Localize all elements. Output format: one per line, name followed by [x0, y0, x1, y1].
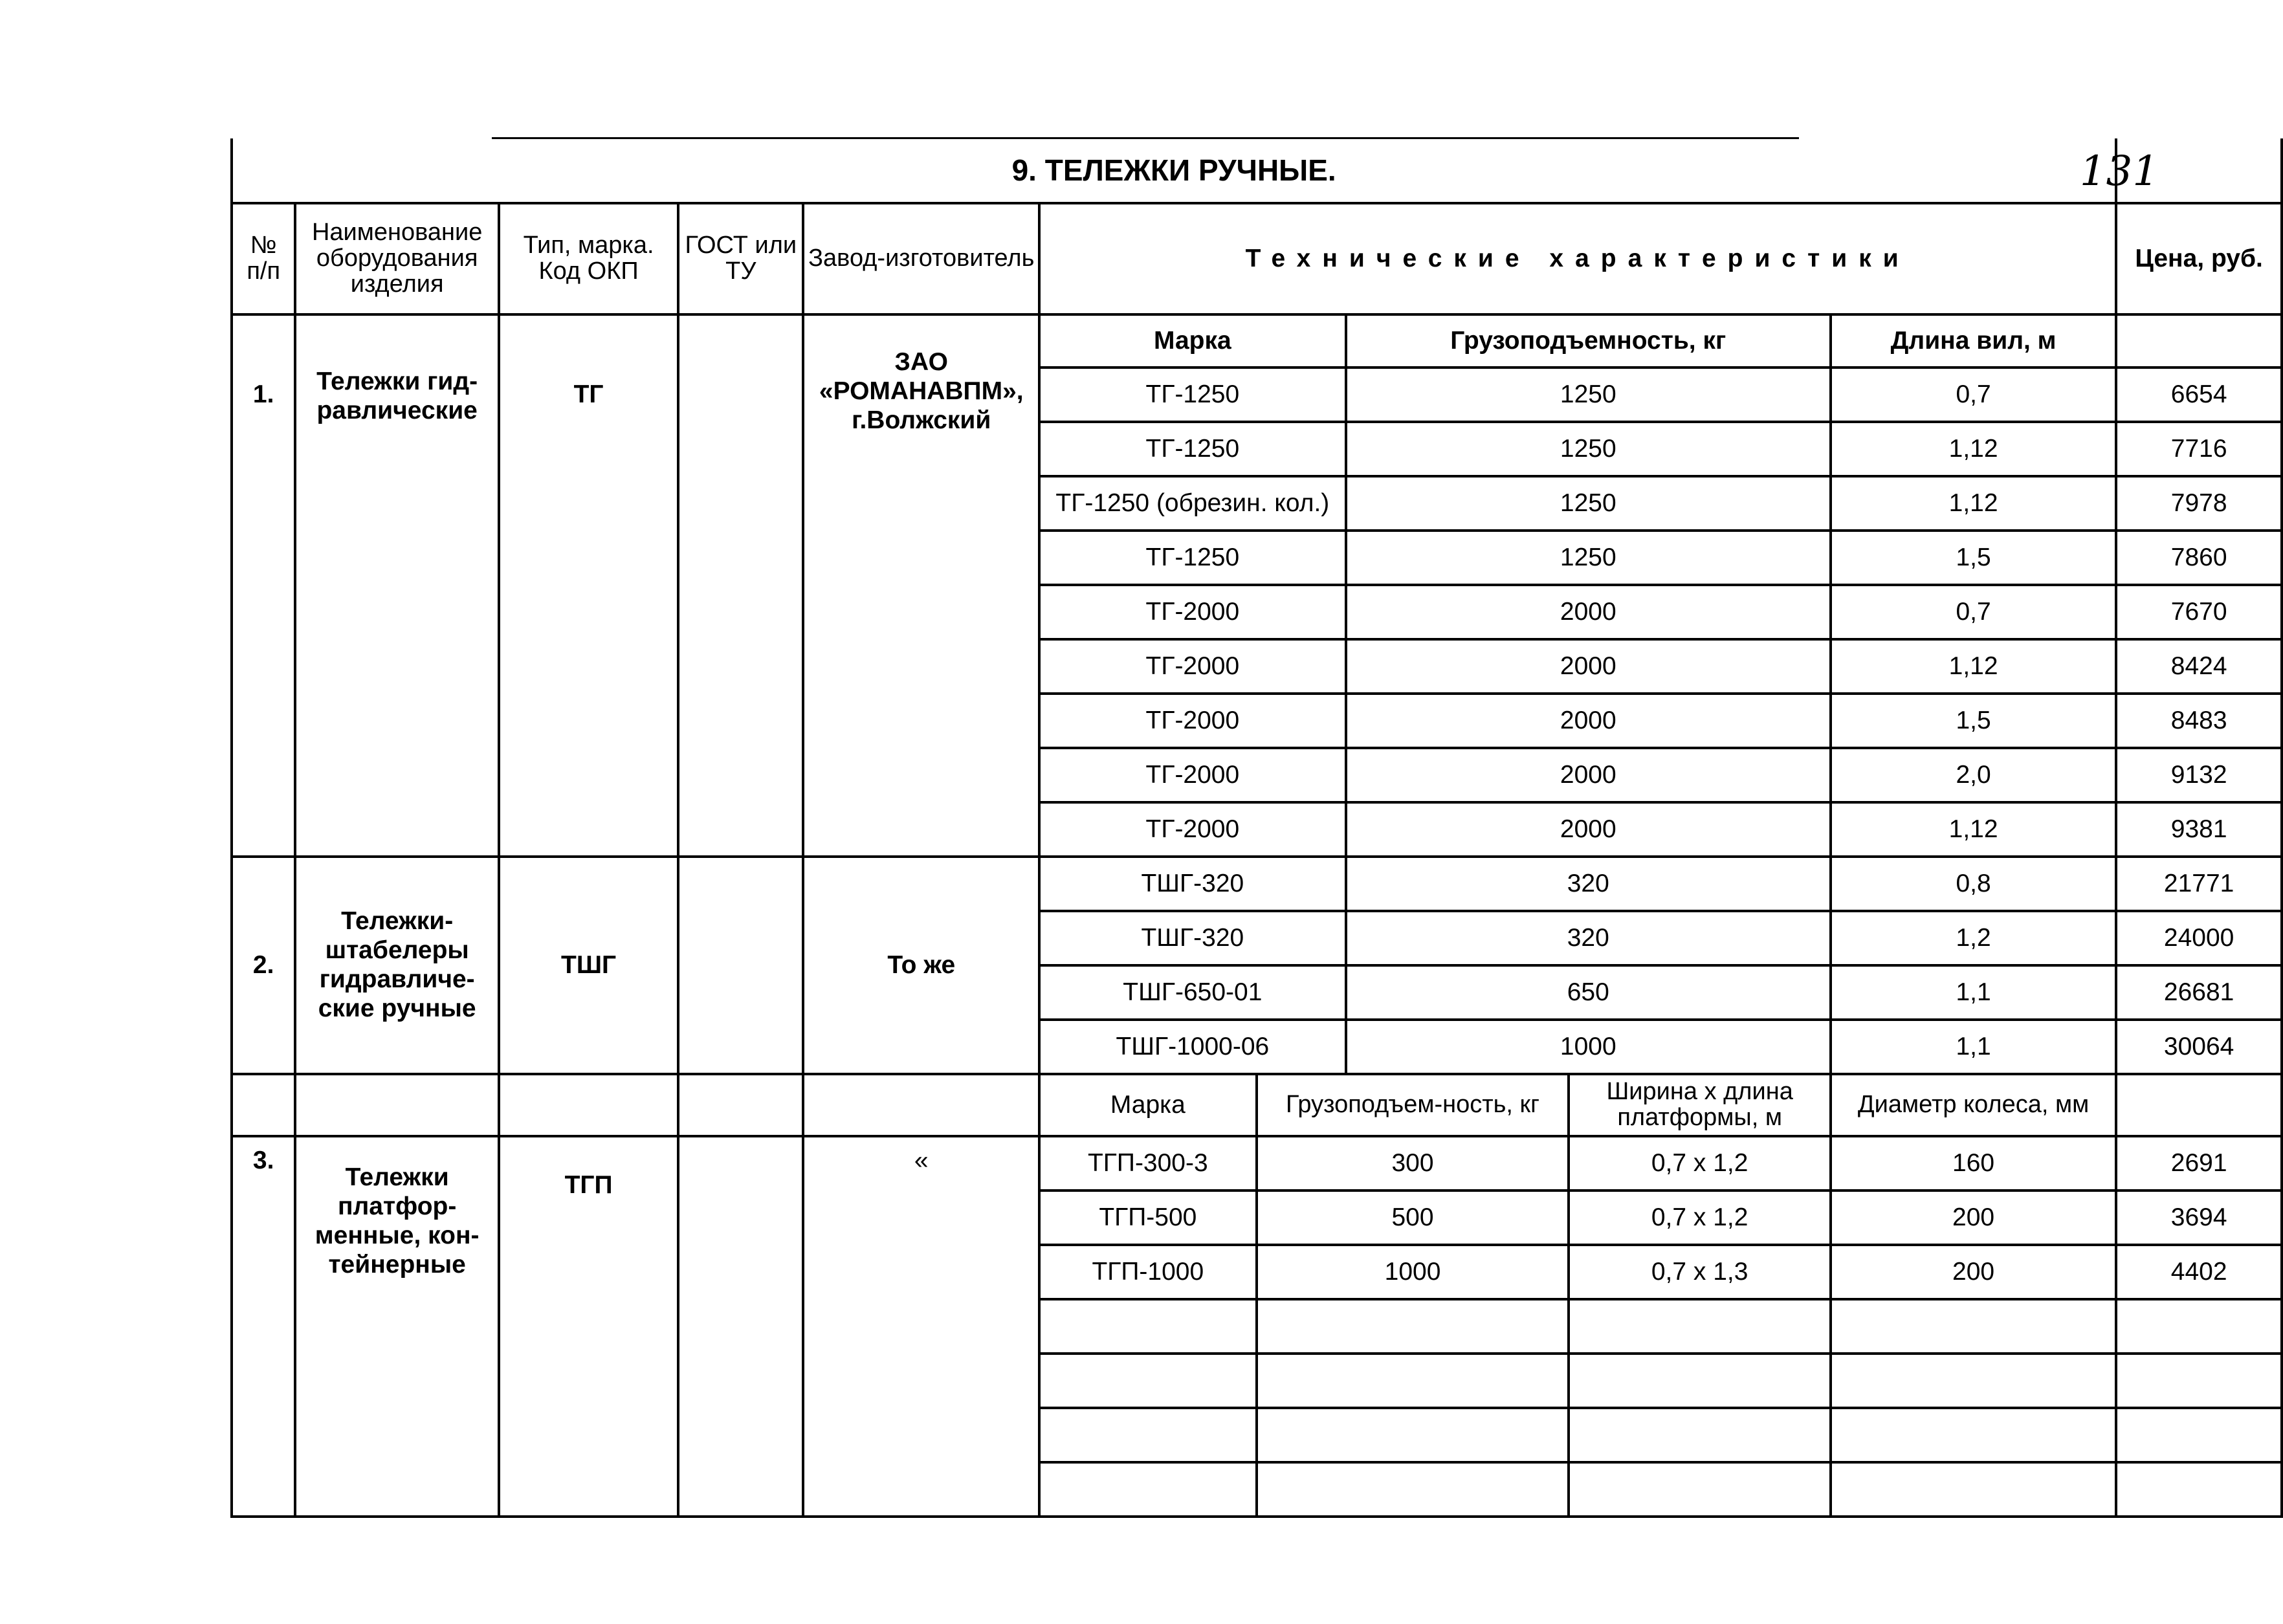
section-title: 9. ТЕЛЕЖКИ РУЧНЫЕ. [232, 138, 2116, 203]
group-num: 1. [232, 314, 295, 857]
blank-cell [499, 1074, 678, 1136]
capacity-cell: 1000 [1257, 1245, 1569, 1299]
capacity-cell [1257, 1299, 1569, 1354]
price-cell: 30064 [2116, 1020, 2282, 1074]
fork-length-cell: 1,2 [1831, 911, 2116, 965]
wheel-diameter-cell: 200 [1831, 1191, 2116, 1245]
fork-length-cell: 1,5 [1831, 694, 2116, 748]
header-gost: ГОСТ или ТУ [678, 203, 803, 314]
mark-cell: ТГП-500 [1039, 1191, 1257, 1245]
fork-length-cell: 1,5 [1831, 531, 2116, 585]
price-cell: 8483 [2116, 694, 2282, 748]
blank-cell [232, 1074, 295, 1136]
wheel-diameter-cell [1831, 1462, 2116, 1517]
fork-length-cell: 1,1 [1831, 1020, 2116, 1074]
wheel-diameter-cell [1831, 1299, 2116, 1354]
mark-cell [1039, 1354, 1257, 1408]
fork-length-cell: 0,7 [1831, 368, 2116, 422]
capacity-cell: 2000 [1346, 694, 1831, 748]
price-cell: 21771 [2116, 857, 2282, 911]
capacity-cell: 1250 [1346, 531, 1831, 585]
price-cell: 7670 [2116, 585, 2282, 639]
price-cell: 9381 [2116, 802, 2282, 857]
blank-cell [678, 1074, 803, 1136]
group-num: 3. [232, 1136, 295, 1517]
group-maker: « [803, 1136, 1039, 1517]
sub-header-wheel: Диаметр колеса, мм [1831, 1074, 2116, 1136]
price-cell: 24000 [2116, 911, 2282, 965]
price-cell: 7978 [2116, 476, 2282, 531]
platform-cell [1569, 1354, 1830, 1408]
capacity-cell [1257, 1462, 1569, 1517]
capacity-cell: 2000 [1346, 639, 1831, 694]
fork-length-cell: 1,12 [1831, 802, 2116, 857]
header-tech: Технические характеристики [1039, 203, 2116, 314]
price-cell: 8424 [2116, 639, 2282, 694]
fork-length-cell: 1,12 [1831, 422, 2116, 476]
wheel-diameter-cell: 200 [1831, 1245, 2116, 1299]
table-row [232, 1074, 2282, 1136]
platform-cell: 0,7 х 1,2 [1569, 1191, 1830, 1245]
sub-header-mark: Марка [1039, 1074, 1257, 1136]
price-cell: 7860 [2116, 531, 2282, 585]
fork-length-cell: 0,8 [1831, 857, 2116, 911]
capacity-cell: 1250 [1346, 422, 1831, 476]
capacity-cell: 1000 [1346, 1020, 1831, 1074]
group-name: Тележки платфор-менные, кон-тейнерные [295, 1136, 499, 1517]
fork-length-cell: 0,7 [1831, 585, 2116, 639]
header-maker: Завод-изготовитель [803, 203, 1039, 314]
capacity-cell: 1250 [1346, 476, 1831, 531]
mark-cell [1039, 1462, 1257, 1517]
capacity-cell: 300 [1257, 1136, 1569, 1191]
price-cell [2116, 1354, 2282, 1408]
fork-length-cell: 1,12 [1831, 476, 2116, 531]
mark-cell: ТГ-2000 [1039, 694, 1346, 748]
capacity-cell: 500 [1257, 1191, 1569, 1245]
platform-cell: 0,7 х 1,2 [1569, 1136, 1830, 1191]
table-row [232, 1136, 2282, 1191]
header-price: Цена, руб. [2116, 203, 2282, 314]
sub-header-fork-length: Длина вил, м [1831, 314, 2116, 368]
mark-cell: ТШГ-320 [1039, 911, 1346, 965]
sub-header-platform: Ширина х длина платформы, м [1569, 1074, 1830, 1136]
blank-cell [295, 1074, 499, 1136]
group-name: Тележки-штабелеры гидравличе-ские ручные [295, 857, 499, 1074]
sub-header-capacity: Грузоподъем-ность, кг [1257, 1074, 1569, 1136]
price-cell: 6654 [2116, 368, 2282, 422]
capacity-cell: 320 [1346, 857, 1831, 911]
capacity-cell: 2000 [1346, 802, 1831, 857]
mark-cell: ТШГ-650-01 [1039, 965, 1346, 1020]
mark-cell: ТШГ-320 [1039, 857, 1346, 911]
price-cell: 26681 [2116, 965, 2282, 1020]
header-type: Тип, марка. Код ОКП [499, 203, 678, 314]
price-cell: 4402 [2116, 1245, 2282, 1299]
mark-cell [1039, 1408, 1257, 1462]
mark-cell: ТШГ-1000-06 [1039, 1020, 1346, 1074]
capacity-cell: 650 [1346, 965, 1831, 1020]
table-row [232, 314, 2282, 368]
group-gost [678, 314, 803, 857]
group-type: ТГ [499, 314, 678, 857]
platform-cell [1569, 1299, 1830, 1354]
table-row [232, 857, 2282, 911]
wheel-diameter-cell: 160 [1831, 1136, 2116, 1191]
mark-cell: ТГ-1250 [1039, 531, 1346, 585]
wheel-diameter-cell [1831, 1408, 2116, 1462]
group-gost [678, 1136, 803, 1517]
mark-cell: ТГ-1250 [1039, 422, 1346, 476]
price-cell: 2691 [2116, 1136, 2282, 1191]
sub-header-mark: Марка [1039, 314, 1346, 368]
page-number: 131 [2079, 148, 2159, 195]
price-cell: 3694 [2116, 1191, 2282, 1245]
platform-cell [1569, 1462, 1830, 1517]
platform-cell [1569, 1408, 1830, 1462]
mark-cell: ТГ-2000 [1039, 802, 1346, 857]
group-maker: ЗАО «РОМАНАВПМ», г.Волжский [803, 314, 1039, 857]
mark-cell [1039, 1299, 1257, 1354]
page-number-cell [2116, 138, 2282, 203]
blank-cell [803, 1074, 1039, 1136]
capacity-cell [1257, 1408, 1569, 1462]
wheel-diameter-cell [1831, 1354, 2116, 1408]
mark-cell: ТГ-2000 [1039, 639, 1346, 694]
capacity-cell: 2000 [1346, 748, 1831, 802]
sub-header-price [2116, 1074, 2282, 1136]
fork-length-cell: 1,12 [1831, 639, 2116, 694]
sub-header-capacity: Грузоподъемность, кг [1346, 314, 1831, 368]
mark-cell: ТГ-2000 [1039, 748, 1346, 802]
platform-cell: 0,7 х 1,3 [1569, 1245, 1830, 1299]
header-num: № п/п [232, 203, 295, 314]
mark-cell: ТГ-1250 [1039, 368, 1346, 422]
mark-cell: ТГП-300-3 [1039, 1136, 1257, 1191]
mark-cell: ТГ-1250 (обрезин. кол.) [1039, 476, 1346, 531]
price-cell: 7716 [2116, 422, 2282, 476]
group-num: 2. [232, 857, 295, 1074]
capacity-cell: 1250 [1346, 368, 1831, 422]
fork-length-cell: 1,1 [1831, 965, 2116, 1020]
group-type: ТГП [499, 1136, 678, 1517]
capacity-cell: 2000 [1346, 585, 1831, 639]
fork-length-cell: 2,0 [1831, 748, 2116, 802]
group-gost [678, 857, 803, 1074]
price-cell [2116, 1462, 2282, 1517]
group-maker: То же [803, 857, 1039, 1074]
group-name: Тележки гид-равлические [295, 314, 499, 857]
equipment-table [230, 138, 2283, 1518]
sub-header-price [2116, 314, 2282, 368]
capacity-cell [1257, 1354, 1569, 1408]
price-cell [2116, 1299, 2282, 1354]
price-cell [2116, 1408, 2282, 1462]
group-type: ТШГ [499, 857, 678, 1074]
price-cell: 9132 [2116, 748, 2282, 802]
mark-cell: ТГ-2000 [1039, 585, 1346, 639]
header-name: Наименование оборудования изделия [295, 203, 499, 314]
capacity-cell: 320 [1346, 911, 1831, 965]
mark-cell: ТГП-1000 [1039, 1245, 1257, 1299]
